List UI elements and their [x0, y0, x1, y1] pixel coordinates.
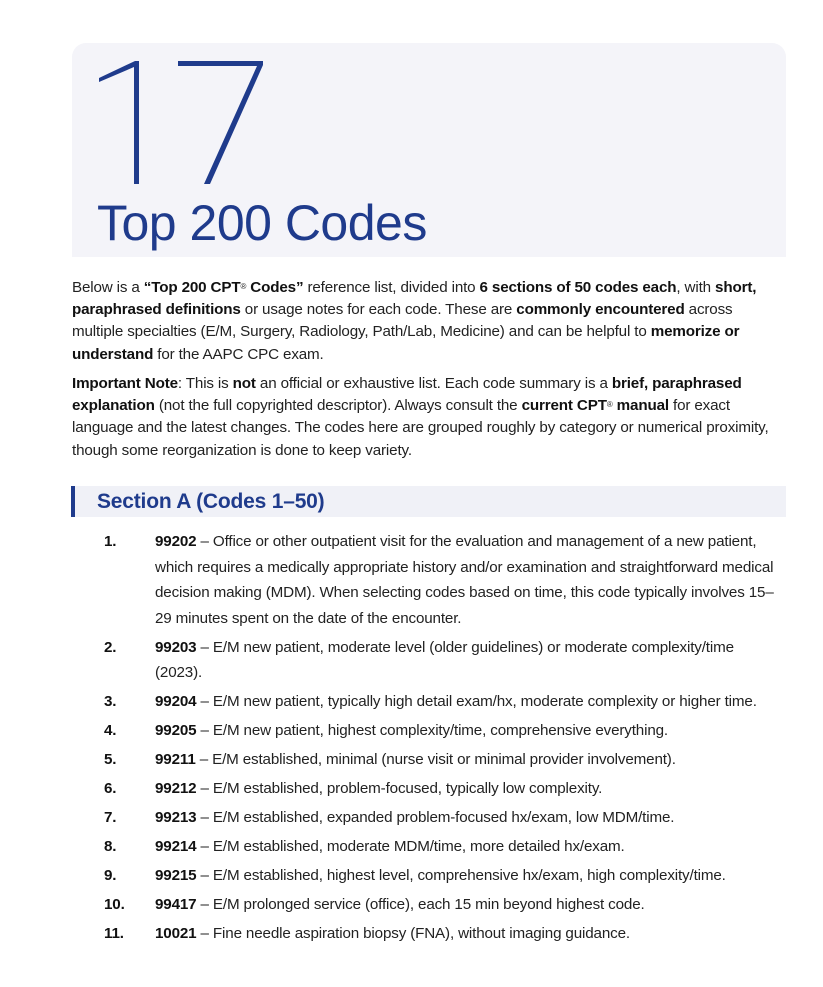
intro-bold: short, paraphrased definitions [72, 279, 757, 319]
item-number: 11. [104, 925, 124, 942]
intro-bold: commonly encountered [516, 301, 685, 319]
note-bold: current CPT [521, 397, 607, 415]
code-description: – E/M new patient, highest complexity/time, comprehensive everything. [196, 722, 668, 739]
cpt-code: 99213 [155, 809, 197, 826]
note-text: : This is [177, 375, 233, 392]
cpt-code: 99417 [155, 896, 197, 913]
registered-mark: ® [606, 400, 613, 410]
item-number: 3. [104, 693, 117, 710]
intro-text: , with [676, 279, 716, 296]
cpt-code: 99202 [155, 533, 197, 550]
intro-bold: 6 sections of 50 codes each [479, 279, 677, 296]
item-number: 7. [104, 809, 117, 826]
cpt-code: 10021 [155, 925, 197, 942]
item-number: 2. [104, 638, 117, 656]
code-description: – E/M new patient, typically high detail exam/hx, moderate complexity or higher time. [196, 693, 757, 710]
code-description: – E/M new patient, moderate level (older guidelines) or moderate complexity/time (2023). [155, 638, 734, 681]
list-item [0, 863, 823, 889]
note-bold: not [232, 375, 256, 392]
code-description: – E/M established, highest level, comprehensive hx/exam, high complexity/time. [196, 867, 726, 884]
intro-paragraph [72, 277, 786, 366]
item-number: 8. [104, 838, 117, 855]
code-description: – Office or other outpatient visit for the evaluation and management of a new patient, which requires a medically appropriate history and/or examination and straightforward medical decision making (MDM). When selecting codes based on time, this code typically involves 15–29 minutes spent on the date of the encounter. [155, 533, 774, 627]
chapter-number-text: 17 [94, 60, 96, 61]
intro-bold: memorize or understand [72, 323, 740, 363]
list-item [0, 635, 823, 686]
note-bold: brief, paraphrased explanation [72, 375, 742, 415]
cpt-code: 99212 [155, 780, 197, 797]
list-item [0, 892, 823, 918]
item-number: 6. [104, 780, 117, 797]
registered-mark: ® [240, 282, 247, 291]
intro-bold: “Top 200 CPT [143, 279, 241, 296]
intro-text: or usage notes for each code. These are [240, 301, 517, 319]
code-description: – E/M established, expanded problem-focused hx/exam, low MDM/time. [196, 809, 675, 826]
item-number: 9. [104, 867, 117, 884]
section-title: Section A (Codes 1–50) [97, 490, 325, 513]
chapter-header [72, 43, 786, 257]
cpt-code: 99211 [155, 751, 196, 768]
item-number: 5. [104, 751, 117, 768]
note-label: Important Note [72, 375, 178, 392]
code-description: – E/M established, problem-focused, typically low complexity. [196, 780, 603, 797]
item-number: 4. [104, 722, 117, 739]
item-number: 1. [104, 533, 117, 550]
cpt-code: 99203 [155, 638, 197, 656]
list-item [0, 718, 823, 744]
list-item [0, 529, 823, 631]
cpt-code: 99214 [155, 838, 197, 855]
intro-text: Below is a [72, 279, 144, 296]
intro-text: across multiple specialties (E/M, Surgery, Radiology, Path/Lab, Medicine) and can be helpful to [72, 301, 733, 341]
note-text: (not the full copyrighted descriptor). Always consult the [154, 397, 522, 415]
list-item [0, 689, 823, 715]
code-description: – E/M established, minimal (nurse visit or minimal provider involvement). [195, 751, 676, 768]
intro-text: for the AAPC CPC exam. [153, 345, 324, 363]
list-item [0, 776, 823, 802]
code-list [0, 529, 823, 950]
intro-bold: Codes” [246, 279, 304, 296]
chapter-number [94, 60, 274, 190]
section-header [71, 486, 786, 517]
note-text: for exact language and the latest changes. The codes here are grouped roughly by category or numerical proximity, though some reorganization is done to keep variety. [72, 397, 769, 459]
chapter-number-graphic [94, 60, 274, 190]
list-item [0, 834, 823, 860]
note-text: an official or exhaustive list. Each code summary is a [255, 375, 612, 392]
cpt-code: 99205 [155, 722, 197, 739]
cpt-code: 99204 [155, 693, 197, 710]
cpt-code: 99215 [155, 867, 197, 884]
list-item [0, 921, 823, 947]
item-number: 10. [104, 896, 125, 913]
intro-text: reference list, divided into [303, 279, 480, 296]
list-item [0, 805, 823, 831]
note-bold: manual [612, 397, 669, 415]
code-description: – E/M prolonged service (office), each 15 min beyond highest code. [196, 896, 645, 913]
important-note-paragraph [72, 373, 786, 462]
chapter-title: Top 200 Codes [97, 195, 427, 251]
code-description: – E/M established, moderate MDM/time, more detailed hx/exam. [196, 838, 625, 855]
list-item [0, 747, 823, 773]
code-description: – Fine needle aspiration biopsy (FNA), without imaging guidance. [196, 925, 630, 942]
